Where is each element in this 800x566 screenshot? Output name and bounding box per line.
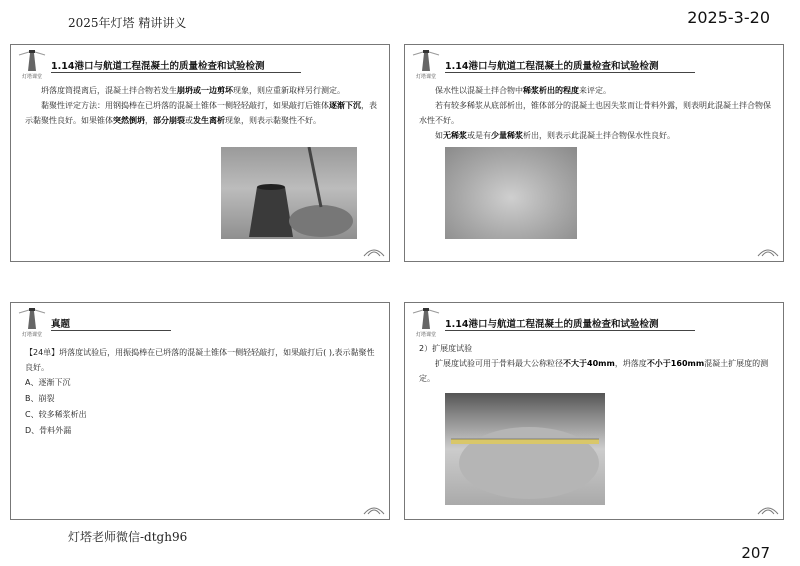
logo-caption: 灯塔课堂: [415, 74, 436, 80]
lighthouse-logo-icon: [17, 49, 47, 83]
corner-decoration-icon: [757, 501, 779, 515]
section-subtitle: 2）扩展度试验: [419, 344, 473, 353]
footer-contact: 灯塔老师微信-dtgh96: [68, 530, 188, 544]
slide-title: 1.14港口与航道工程混凝土的质量检查和试验检测: [51, 61, 265, 72]
concrete-spread-photo: [445, 147, 577, 239]
lighthouse-logo-icon: [17, 307, 47, 341]
option-d: D、骨料外漏: [25, 426, 72, 435]
corner-decoration-icon: [363, 501, 385, 515]
logo-caption: 灯塔课堂: [415, 332, 436, 338]
slide-title: 1.14港口与航道工程混凝土的质量检查和试验检测: [445, 319, 659, 330]
slide-title: 1.14港口与航道工程混凝土的质量检查和试验检测: [445, 61, 659, 72]
spread-measurement-photo: [445, 393, 605, 505]
option-b: B、崩裂: [25, 394, 55, 403]
page-number: 207: [741, 544, 770, 562]
logo-caption: 灯塔课堂: [21, 74, 42, 80]
slide-exam-question: [10, 302, 390, 520]
slump-cone-photo: [221, 147, 357, 239]
option-c: C、较多稀浆析出: [25, 410, 87, 419]
lighthouse-logo-icon: [411, 49, 441, 83]
corner-decoration-icon: [363, 243, 385, 257]
corner-decoration-icon: [757, 243, 779, 257]
slide-spread-test: 灯塔课堂 1.14港口与航道工程混凝土的质量检查和试验检测 2）扩展度试验 扩展度试验可用于骨料最大公称粒径不大于40mm，坍落度不小于160mm混凝土扩展度的测定。: [404, 302, 784, 520]
lighthouse-logo-icon: [411, 307, 441, 341]
option-a: A、逐渐下沉: [25, 378, 71, 387]
logo-caption: 灯塔课堂: [21, 332, 42, 338]
header-title: 2025年灯塔 精讲讲义: [68, 16, 187, 30]
question-text: 【24单】坍落度试验后，用振捣棒在已坍落的混凝土锥体一侧轻轻敲打，如果敲打后( ),表示黏聚性良好。: [25, 348, 375, 372]
header-date: 2025-3-20: [687, 8, 770, 27]
slide-title: 真题: [51, 319, 71, 330]
slide-slump-cohesion: 灯塔课堂 1.14港口与航道工程混凝土的质量检查和试验检测 坍落度筒提离后，混凝土拌合物若发生崩坍或一边剪坏现象，则应重新取样另行测定。 黏聚性评定方法：用钢捣棒在已坍落的混凝土锥体一侧轻轻敲打，如果敲打后锥体逐渐下沉，表示黏聚性良好。如果锥体突然倒坍，部分崩裂或发生离析现象，则表示黏聚性不好。: [10, 44, 390, 262]
slide-water-retention: 灯塔课堂 1.14港口与航道工程混凝土的质量检查和试验检测 保水性以混凝土拌合物中稀浆析出的程度来评定。 若有较多稀浆从底部析出，锥体部分的混凝土也因失浆而让骨料外露，则表明此混凝土拌合物保水性不好。 如无稀浆或是有少量稀浆析出，则表示此混凝土拌合物保水性良好。: [404, 44, 784, 262]
